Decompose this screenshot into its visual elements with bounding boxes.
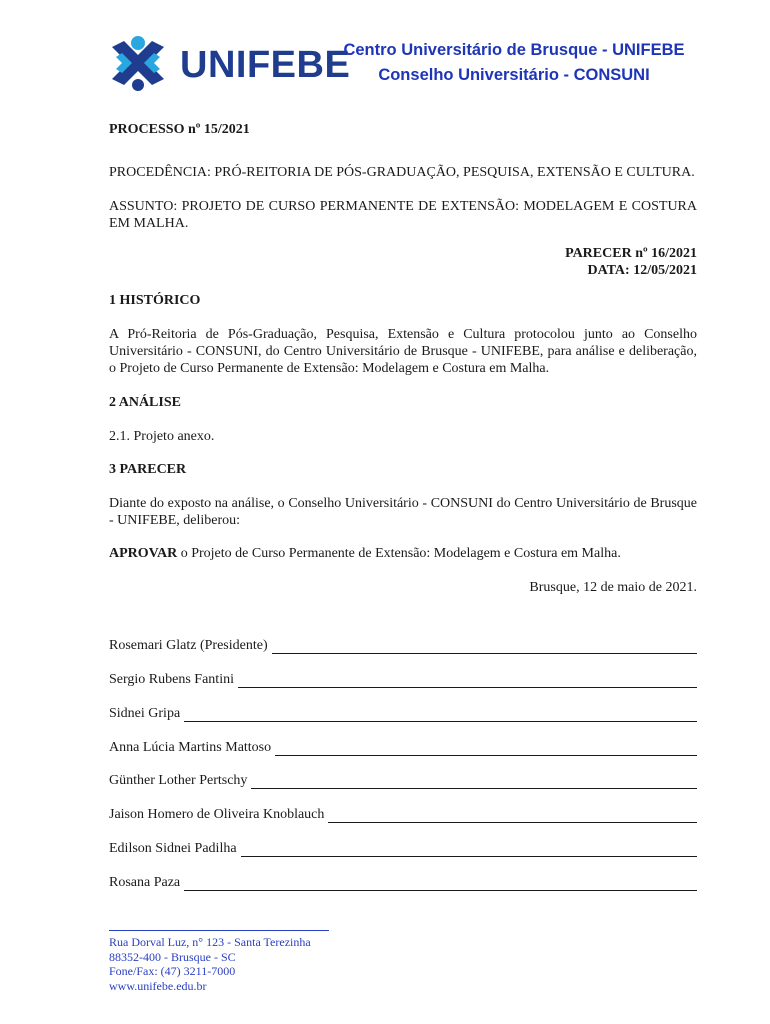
signature-line	[109, 637, 697, 654]
footer-phone: Fone/Fax: (47) 3211-7000	[109, 964, 236, 978]
signature-blank	[241, 844, 697, 857]
signature-line	[109, 840, 697, 857]
decision-text: o Projeto de Curso Permanente de Extensão: Modelagem e Costura em Malha.	[177, 546, 621, 561]
decision-keyword: APROVAR	[109, 546, 178, 561]
parecer-block	[109, 245, 697, 279]
signature-blank	[275, 743, 697, 756]
section-parecer-title: 3 PARECER	[109, 462, 187, 477]
signature-blank	[328, 810, 697, 823]
footer-website[interactable]: www.unifebe.edu.br	[109, 978, 207, 993]
section-analise-text: 2.1. Projeto anexo.	[109, 429, 215, 444]
signatory-name: Günther Lother Pertschy	[109, 773, 248, 788]
signature-blank	[238, 675, 697, 688]
signatory-name: Rosana Paza	[109, 875, 181, 890]
signatory-name: Rosemari Glatz (Presidente)	[109, 638, 268, 653]
local-date: Brusque, 12 de maio de 2021.	[529, 580, 697, 595]
footer-cep: 88352-400 - Brusque - SC	[109, 949, 236, 964]
section-historico-title: 1 HISTÓRICO	[109, 293, 201, 308]
footer-divider	[109, 930, 329, 931]
signature-line	[109, 874, 697, 891]
signature-blank	[184, 878, 697, 891]
signature-line	[109, 806, 697, 823]
institution-name: Centro Universitário de Brusque - UNIFEBE	[343, 41, 685, 59]
signature-line	[109, 772, 697, 789]
logo-wordmark: UNIFEBE	[180, 44, 351, 86]
processo-number: PROCESSO nº 15/2021	[109, 122, 250, 137]
parecer-date: DATA: 12/05/2021	[587, 263, 697, 278]
signatory-name: Sidnei Gripa	[109, 706, 181, 721]
parecer-number: PARECER nº 16/2021	[565, 246, 697, 261]
footer-address: Rua Dorval Luz, n° 123 - Santa Terezinha	[109, 935, 311, 949]
institution-header	[324, 38, 704, 88]
signatory-name: Jaison Homero de Oliveira Knoblauch	[109, 807, 325, 822]
signature-blank	[272, 641, 697, 654]
unifebe-logo-icon	[108, 33, 168, 93]
section-historico-text: A Pró-Reitoria de Pós-Graduação, Pesquisa, Extensão e Cultura protocolou junto ao Conselho Universitário - CONSUNI, do Centro Universitário de Brusque - UNIFEBE, para análise e deliberação, o Projeto de Curso Permanente de Extensão: Modelagem e Costura em Malha.	[109, 327, 697, 376]
assunto: ASSUNTO: PROJETO DE CURSO PERMANENTE DE EXTENSÃO: MODELAGEM E COSTURA EM MALHA.	[109, 199, 697, 231]
signature-blank	[184, 709, 697, 722]
page-footer	[109, 930, 329, 993]
signature-line	[109, 739, 697, 756]
signature-line	[109, 705, 697, 722]
unifebe-logo	[108, 33, 351, 93]
signatory-name: Anna Lúcia Martins Mattoso	[109, 740, 272, 755]
section-parecer-text: Diante do exposto na análise, o Conselho Universitário - CONSUNI do Centro Universitário de Brusque - UNIFEBE, deliberou:	[109, 496, 697, 528]
signature-line	[109, 671, 697, 688]
council-name: Conselho Universitário - CONSUNI	[378, 66, 650, 84]
section-analise-title: 2 ANÁLISE	[109, 395, 181, 410]
decision-paragraph	[109, 545, 697, 562]
procedencia: PROCEDÊNCIA: PRÓ-REITORIA DE PÓS-GRADUAÇÃO, PESQUISA, EXTENSÃO E CULTURA.	[109, 165, 695, 180]
signatory-name: Sergio Rubens Fantini	[109, 672, 234, 687]
signature-blank	[251, 776, 697, 789]
signatory-name: Edilson Sidnei Padilha	[109, 841, 237, 856]
